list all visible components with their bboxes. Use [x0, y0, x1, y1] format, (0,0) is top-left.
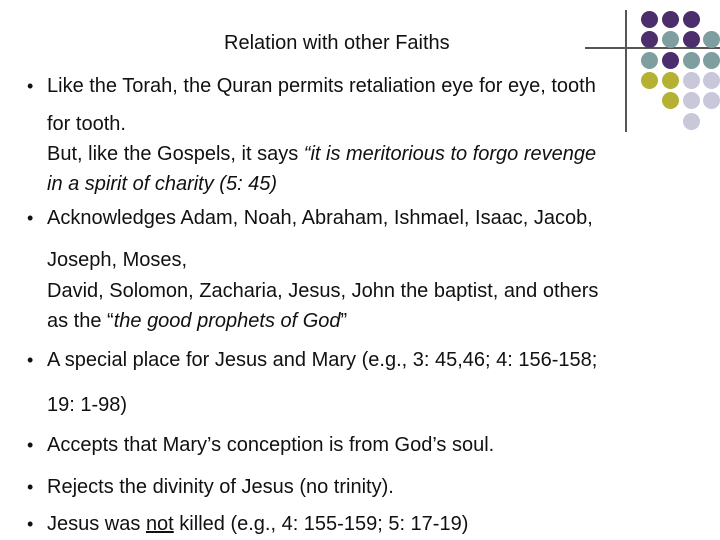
text-italic: the good prophets of God: [113, 310, 341, 332]
dot: [683, 72, 700, 89]
dot: [683, 92, 700, 109]
bullet-marker: •: [27, 435, 34, 455]
text-plain: as the “: [47, 310, 114, 332]
bullet-marker: •: [27, 350, 34, 370]
dot: [662, 92, 679, 109]
dot: [641, 52, 658, 69]
slide-title: Relation with other Faiths: [224, 32, 450, 54]
bullet-text: Joseph, Moses,: [47, 249, 188, 271]
dot: [683, 113, 700, 130]
bullet-text: Accepts that Mary’s conception is from God’s soul.: [47, 434, 495, 456]
dot: [683, 11, 700, 28]
text-italic: “it is meritorious to forgo revenge: [303, 143, 597, 165]
bullet-marker: •: [27, 76, 34, 96]
text-italic: in a spirit of charity (5: 45): [47, 173, 278, 195]
bullet-marker: •: [27, 477, 34, 497]
dot: [662, 72, 679, 89]
dot: [641, 72, 658, 89]
dot: [641, 31, 658, 48]
dot: [641, 11, 658, 28]
dot: [662, 52, 679, 69]
dot: [703, 72, 720, 89]
dot: [703, 52, 720, 69]
bullet-text: [47, 309, 347, 333]
dot: [683, 31, 700, 48]
dot: [703, 31, 720, 48]
bullet-text: Rejects the divinity of Jesus (no trinity).: [47, 476, 394, 498]
text-plain: killed (e.g., 4: 155-159; 5: 17-19): [173, 513, 469, 535]
bullet-text: Like the Torah, the Quran permits retaliation eye for eye, tooth: [47, 75, 596, 97]
bullet-text: [47, 172, 277, 196]
bullet-text: [47, 512, 468, 536]
text-plain: ”: [340, 310, 348, 332]
text-underline: not: [145, 513, 174, 535]
decorative-vertical-line: [625, 10, 627, 132]
bullet-text: for tooth.: [47, 113, 126, 135]
dot: [662, 31, 679, 48]
text-plain: But, like the Gospels, it says: [47, 143, 304, 165]
bullet-text: Acknowledges Adam, Noah, Abraham, Ishmael, Isaac, Jacob,: [47, 207, 593, 229]
bullet-text: [47, 142, 596, 166]
bullet-text: 19: 1-98): [47, 394, 128, 416]
dot: [662, 11, 679, 28]
bullet-text: A special place for Jesus and Mary (e.g., 3: 45,46; 4: 156-158;: [47, 349, 598, 371]
bullet-text: David, Solomon, Zacharia, Jesus, John the baptist, and others: [47, 280, 599, 302]
dot: [683, 52, 700, 69]
dot: [703, 92, 720, 109]
text-plain: Jesus was: [47, 513, 146, 535]
bullet-marker: •: [27, 208, 34, 228]
bullet-marker: •: [27, 514, 34, 534]
